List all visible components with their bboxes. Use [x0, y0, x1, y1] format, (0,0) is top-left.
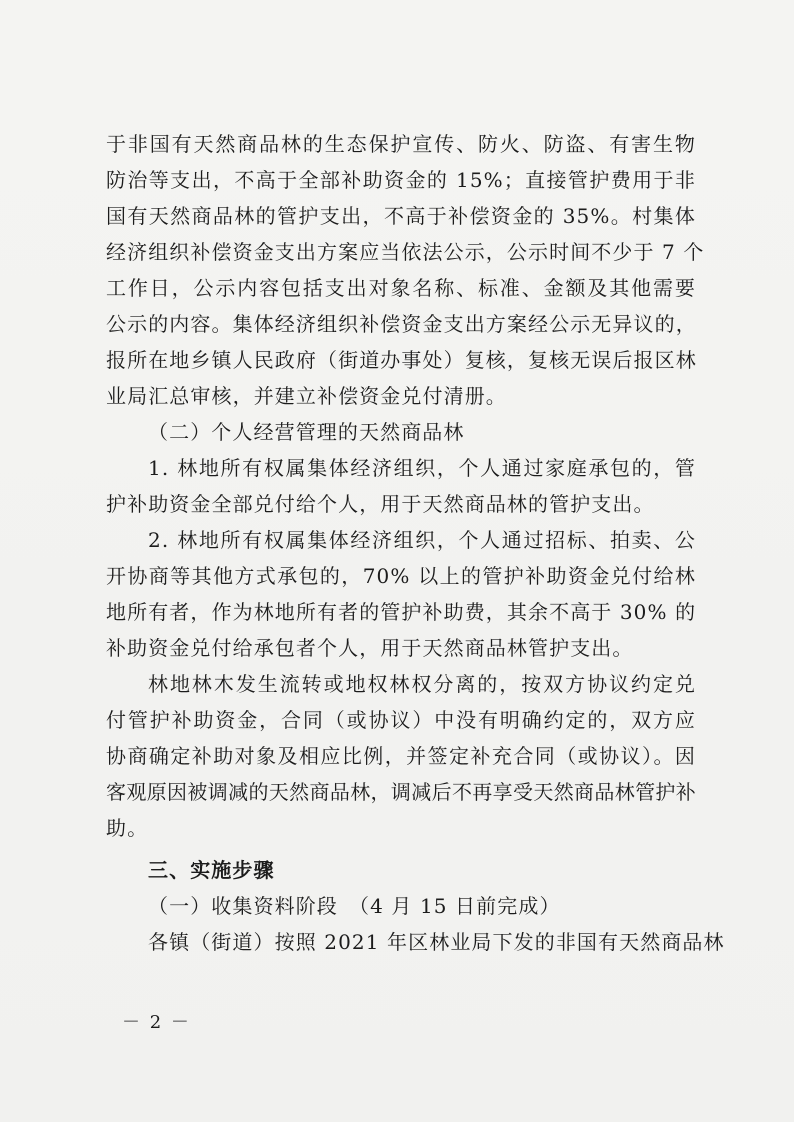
text-line-4: 经济组织补偿资金支出方案应当依法公示，公示时间不少于 7 个 [106, 240, 705, 264]
text-line-15: 补助资金兑付给承包者个人，用于天然商品林管护支出。 [106, 636, 634, 660]
text-line-20: 助。 [106, 816, 149, 840]
section-heading-individual: （二）个人经营管理的天然商品林 [148, 420, 465, 444]
text-line-5: 工作日，公示内容包括支出对象名称、标准、金额及其他需要 [106, 276, 696, 300]
text-line-17: 付管护补助资金，合同（或协议）中没有明确约定的，双方应 [106, 708, 696, 732]
text-line-6: 公示的内容。集体经济组织补偿资金支出方案经公示无异议的， [106, 312, 697, 336]
text-line-1: 于非国有天然商品林的生态保护宣传、防火、防盗、有害生物 [106, 132, 696, 156]
text-line-13: 开协商等其他方式承包的，70% 以上的管护补助资金兑付给林 [106, 564, 696, 588]
text-line-8: 业局汇总审核，并建立补偿资金兑付清册。 [106, 384, 507, 408]
section-heading-steps: 三、实施步骤 [148, 858, 275, 882]
text-line-23: 各镇（街道）按照 2021 年区林业局下发的非国有天然商品林 [148, 930, 725, 954]
text-line-10: 1. 林地所有权属集体经济组织，个人通过家庭承包的，管 [148, 456, 696, 480]
text-line-2: 防治等支出，不高于全部补助资金的 15%；直接管护费用于非 [106, 168, 696, 192]
page-number: － 2 － [122, 1012, 191, 1033]
text-line-11: 护补助资金全部兑付给个人，用于天然商品林的管护支出。 [106, 492, 655, 516]
text-line-19: 客观原因被调减的天然商品林，调减后不再享受天然商品林管护补 [106, 780, 696, 804]
text-line-16: 林地林木发生流转或地权林权分离的，按双方协议约定兑 [148, 672, 696, 696]
section-heading-collect: （一）收集资料阶段 （4 月 15 日前完成） [148, 894, 561, 918]
text-line-7: 报所在地乡镇人民政府（街道办事处）复核，复核无误后报区林 [106, 348, 697, 372]
text-line-18: 协商确定补助对象及相应比例，并签定补充合同（或协议）。因 [106, 744, 696, 768]
text-line-3: 国有天然商品林的管护支出，不高于补偿资金的 35%。村集体 [106, 204, 696, 228]
text-line-12: 2. 林地所有权属集体经济组织，个人通过招标、拍卖、公 [148, 528, 696, 552]
text-line-14: 地所有者，作为林地所有者的管护补助费，其余不高于 30% 的 [106, 600, 697, 624]
